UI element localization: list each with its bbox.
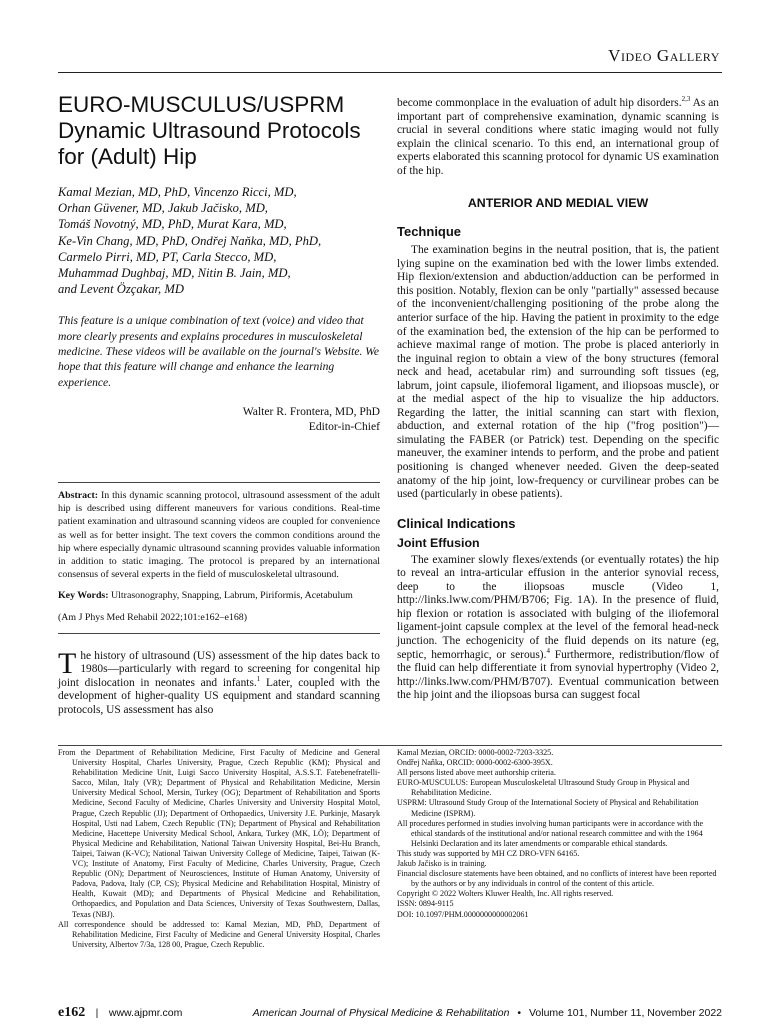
correspondence-note: All correspondence should be addressed to: Kamal Mezian, MD, PhD, Department of Rehabilitation Medicine, First Faculty of Medicine and General University Hospital, Charles University, Albertov 7/3a, 128 00, Prague, Czech Republic.: [58, 919, 380, 949]
section-heading: ANTERIOR AND MEDIAL VIEW: [467, 196, 649, 211]
section-header: Video Gallery: [608, 46, 720, 65]
intro-paragraph: The history of ultrasound (US) assessment of the hip dates back to 1980s—particularly with regard to screening for congenital hip joint dislocation in neonates and infants.$^1$ Later, coupled with the development of higher-quality US equipment and standard scanning protocols, US assessment has also: [58, 646, 380, 716]
footnote: Jakub Jačisko is in training.: [397, 859, 487, 869]
subsection-heading: Clinical Indications: [397, 515, 516, 531]
title-line: EURO-MUSCULUS/USPRM: [58, 92, 345, 117]
editor-signature: [58, 404, 380, 434]
paragraph: The examiner slowly flexes/extends (or eventually rotates) the hip to reveal an intra-articular effusion in the anterior synovial recess, deep to the iliopsoas muscle (Video 1, http://links.lww.com/PHM/B706; Fig. 1A). In the presence of fluid, hip flexion or rotation is associated with bulging of the iliofemoral ligament-joint capsule complex at the level of the femoral head-neck junction. The echogenicity of the fluid depends on its nature (eg, septic, hemorrhagic, or serous).$^4$ Furthermore, redistribution/flow of the fluid can help differentiate it from synovial hypertrophy (Video 2, http://links.lww.com/PHM/B707). Eventual communication between the hip joint and the iliopsoas bursa can suggest focal: [397, 553, 719, 702]
right-column: [397, 97, 719, 703]
drop-cap: T: [58, 646, 77, 680]
keywords-label: Key Words:: [58, 590, 109, 602]
author-line: Ke-Vin Chang, MD, PhD, Ondřej Naňka, MD, PhD,: [58, 233, 322, 248]
journal-url[interactable]: www.ajpmr.com: [108, 1007, 183, 1019]
abstract: [58, 489, 380, 581]
footer-left: [58, 1003, 182, 1021]
footnote: EURO-MUSCULUS: European Musculoskeletal Ultrasound Study Group in Physical and Rehabilitation Medicine.: [397, 778, 690, 798]
paragraph: become commonplace in the evaluation of adult hip disorders.$^{2,3}$ As an important part of comprehensive examination, dynamic scanning is crucial in several conditions where static imaging would not fully explain the clinical scenario. To this end, an international group of experts elaborated this scanning protocol for dynamic US examination of the hip.: [397, 95, 719, 177]
journal-issue: Volume 101, Number 11, November 2022: [529, 1007, 722, 1019]
editor-name: Walter R. Frontera, MD, PhD: [242, 404, 380, 418]
author-line: and Levent Özçakar, MD: [58, 282, 184, 297]
footnote: ISSN: 0894-9115: [397, 899, 454, 909]
citation: (Am J Phys Med Rehabil 2022;101:e162–e168): [58, 611, 247, 623]
keywords-text: Ultrasonography, Snapping, Labrum, Piriformis, Acetabulum: [111, 590, 353, 602]
footer-separator: |: [95, 1007, 99, 1019]
journal-name: American Journal of Physical Medicine & Rehabilitation: [252, 1007, 510, 1019]
author-line: Tomáš Novotný, MD, PhD, Murat Kara, MD,: [58, 217, 287, 232]
footer-bullet: •: [517, 1007, 522, 1019]
author-line: Muhammad Dughbaj, MD, Nitin B. Jain, MD,: [58, 266, 291, 281]
footnote: USPRM: Ultrasound Study Group of the International Society of Physical and Rehabilitation Medicine (ISPRM).: [397, 798, 699, 818]
body-right: [397, 97, 719, 178]
affiliations-note: From the Department of Rehabilitation Medicine, First Faculty of Medicine and General University Hospital, Charles University, Prague, Czech Republic (KM); Physical and Rehabilitation Medicine Unit, Luigi Sacco University Hospital, A.S.S.T. Fatebenefratelli-Sacco, Milan, Italy (VR); Department of Physical and Rehabilitation Medicine, Mersin University Medical School, Mersin, Turkey (OG); Department of Rehabilitation and Sports Medicine, Second Faculty of Medicine, Charles University and University Hospital Motol, Prague, Czech Republic (JJ); Department of Orthopaedics, University J.E. Purkinje, Masaryk Hospital, Usti nad Labem, Czech Republic (TN); Department of Physical and Rehabilitation Medicine, Hacettepe University Medical School, Ankara, Turkey (MK, LÖ); Department of Physical Medicine and Rehabilitation, National Taiwan University Hospital, Bei-Hu Branch, Taipei, Taiwan (K-VC); National Taiwan University College of Medicine, Taipei, Taiwan (K-VC); Institute of Anatomy, First Faculty of Medicine, Charles University, Prague, Czech Republic (ON); Department of Neurosciences, Institute of Human Anatomy, University of Padova, Padova, Italy (CP, CS); Physical Medicine and Rehabilitation Hospital, Ministry of Health, Kuwait (MD); and Departments of Physical Medicine and Rehabilitation, Orthopaedics, and Population and Data Sciences, University of Texas Southwestern, Dallas, Texas (NBJ).: [58, 748, 380, 919]
header-rule: [58, 72, 722, 73]
abstract-text: In this dynamic scanning protocol, ultrasound assessment of the adult hip is described using different maneuvers for various conditions. Real-time patient examination and ultrasound scanning videos are coupled for convenience as well as for better insight. The text covers the common conditions around the hip where especially dynamic ultrasound scanning provides valuable information in addition to static imaging. The protocol is prepared by an international consensus of several experts in the field of musculoskeletal ultrasound.: [58, 489, 380, 581]
abstract-bottom-rule: [58, 633, 380, 634]
footnote: DOI: 10.1097/PHM.0000000000002061: [397, 909, 529, 919]
footnote: Kamal Mezian, ORCID: 0000-0002-7203-3325.: [397, 748, 554, 757]
page-footer: [58, 1003, 722, 1021]
body-left: [58, 646, 380, 718]
left-column: [58, 92, 380, 717]
author-line: Kamal Mezian, MD, PhD, Vincenzo Ricci, MD,: [58, 185, 297, 199]
footnote: All procedures performed in studies involving human participants were in accordance with the ethical standards of the institutional and/or national research committee and with the 1964 Helsinki Declaration and its later amendments or comparable ethical standards.: [397, 818, 704, 848]
footer-right: [253, 1007, 722, 1019]
page-number: e162: [58, 1005, 86, 1020]
footnote-rule: [58, 745, 722, 746]
author-list: [58, 184, 380, 297]
keywords: [58, 589, 380, 602]
footnote: Copyright © 2022 Wolters Kluwer Health, Inc. All rights reserved.: [397, 889, 614, 899]
author-line: Orhan Güvener, MD, Jakub Jačisko, MD,: [58, 201, 268, 216]
footnote: This study was supported by MH CZ DRO-VFN 64165.: [397, 848, 580, 858]
footnote: Financial disclosure statements have been obtained, and no conflicts of interest have been reported by the authors or by any individuals in control of the content of this article.: [397, 869, 717, 889]
technique-text: [397, 244, 719, 501]
abstract-label: Abstract:: [58, 489, 99, 501]
abstract-top-rule: [58, 482, 380, 483]
article-title: [58, 92, 380, 170]
title-line: for (Adult) Hip: [58, 144, 197, 169]
paragraph: The examination begins in the neutral position, that is, the patient lying supine on the examination bed with the lower limbs extended. Hip flexion/extension and abduction/adduction can be performed in this position. Notably, flexion can be only "partially" assessed because of the inconvenient/challenging positioning of the probe along the anterior surface of the hip. Having the patient in proximity to the edge of the examination bed, the extension of the hip can be performed to achieve maximal range of motion. The probe is placed anteriorly in the inguinal region to obtain a view of the bony structures (femoral neck and head, acetabular rim) and surrounding soft tissues (eg, labrum, joint capsule, iliofemoral ligament, and iliopsoas muscle), or at the medial aspect of the hip to visualize the hip adductors. Regarding the latter, the initial scanning can start with flexion, abduction, and external rotation of the hip ("frog position")—simulating the FABER (or Patrick) test. Depending on the specific maneuver, the examiner intends to perform, and the probe and patient positioning is changed whenever needed. Given the deep-seated anatomy of the hip joint, low-frequency or curvilinear probes can be used (particularly in obese patients).: [397, 244, 719, 501]
subsection-heading: Technique: [397, 224, 462, 240]
footnotes-left: [58, 748, 380, 950]
title-line: Dynamic Ultrasound Protocols: [58, 118, 361, 143]
editor-role: Editor-in-Chief: [308, 419, 380, 433]
feature-intro: This feature is a unique combination of text (voice) and video that more clearly presents and explains procedures in musculoskeletal medicine. These videos will be available on the journal's Website. We hope that this feature will change and enhance the learning experience.: [58, 314, 380, 389]
footnote: All persons listed above meet authorship criteria.: [397, 768, 556, 778]
subsubsection-heading: Joint Effusion: [397, 535, 480, 550]
effusion-text: [397, 554, 719, 703]
footnotes-right: [397, 748, 719, 920]
author-line: Carmelo Pirri, MD, PT, Carla Stecco, MD,: [58, 249, 277, 264]
footnote: Ondřej Naňka, ORCID: 0000-0002-6300-395X.: [397, 758, 553, 768]
